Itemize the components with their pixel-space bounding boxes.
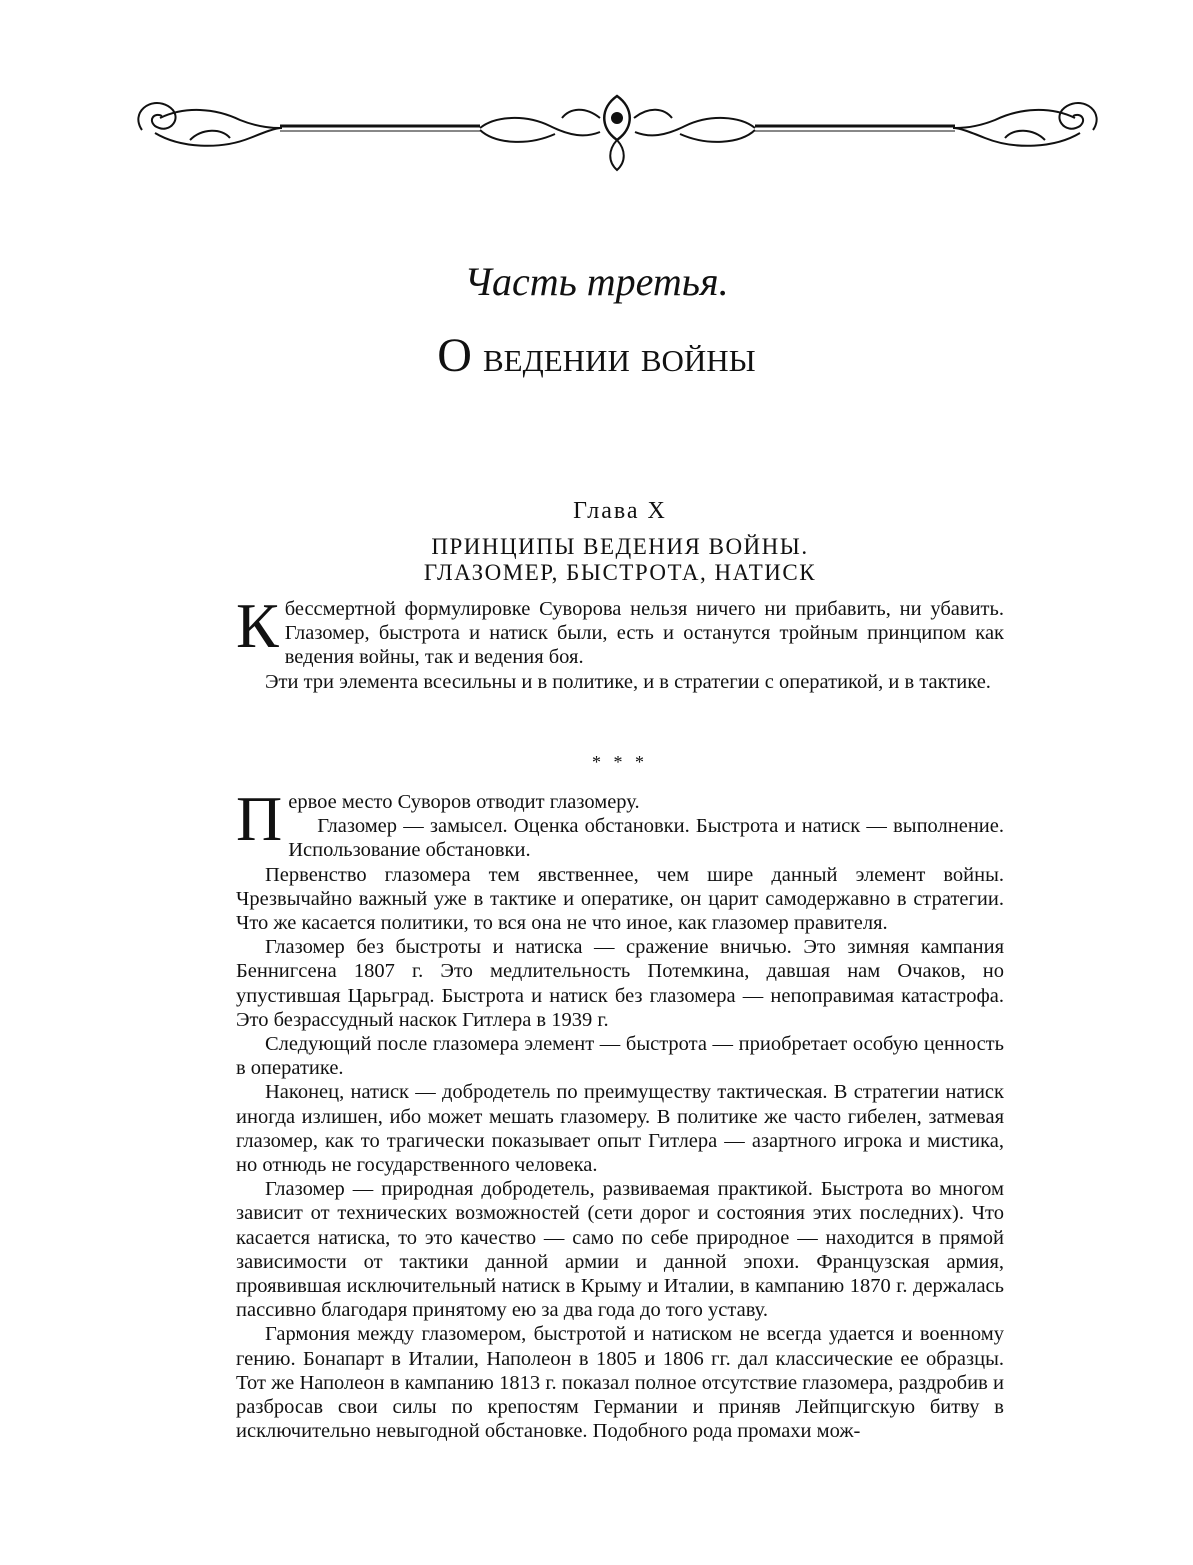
paragraph: Глазомер без быстроты и натиска — сражение вничью. Это зимняя кампания Беннигсена 1807 г. Это медлительность Потемкина, давшая нам Очаков, но упустившая Царьград. Быстрота и натиск без глазомера — непоправимая катастрофа. Это безрассудный наскок Гитлера в 1939 г. bbox=[236, 936, 1004, 1031]
paragraph-text: бессмертной формулировке Суворова нельзя ничего ни прибавить, ни убавить. Глазомер, быстрота и натиск были, есть и останутся тройным принципом как ведения войны, так и ведения боя. bbox=[284, 598, 1004, 669]
paragraph bbox=[236, 783, 1004, 863]
paragraph bbox=[236, 590, 1004, 670]
chapter-title-line2: ГЛАЗОМЕР, БЫСТРОТА, НАТИСК bbox=[423, 560, 817, 585]
section-one bbox=[236, 590, 1004, 694]
section-separator: * * * bbox=[592, 752, 648, 772]
paragraph-text: Глазомер — замысел. Оценка обстановки. Быстрота и натиск — выполнение. Использование обстановки. bbox=[288, 815, 1004, 862]
paragraph: Следующий после глазомера элемент — быстрота — приобретает особую ценность в оператике. bbox=[236, 1033, 1004, 1080]
chapter-number: Глава X bbox=[573, 498, 667, 524]
decorative-header-ornament bbox=[130, 88, 1105, 178]
drop-cap: П bbox=[236, 783, 283, 854]
paragraph: Эти три элемента всесильны и в политике, и в стратегии с оператикой, и в тактике. bbox=[265, 670, 991, 693]
part-title-rest: ведении войны bbox=[471, 332, 756, 381]
part-heading: Часть третья. bbox=[464, 259, 729, 304]
part-title-initial: О bbox=[437, 329, 472, 382]
section-two bbox=[236, 783, 1004, 1443]
drop-cap: К bbox=[236, 590, 279, 661]
paragraph: Глазомер — природная добродетель, развиваемая практикой. Быстрота во многом зависит от технических возможностей (сети дорог и состояния этих последних). Что касается натиска, то это качество — само по себе природное — находится в прямой зависимости от тактики данной армии и данной эпохи. Французская армия, проявившая исключительный натиск в Крыму и Италии, в кампанию 1870 г. держалась пассивно благодаря принятому ею за два года до того уставу. bbox=[236, 1178, 1004, 1322]
paragraph: Наконец, натиск — добродетель по преимуществу тактическая. В стратегии натиск иногда излишен, ибо может мешать глазомеру. В политике же часто гибелен, затмевая глазомер, как то трагически показывает опыт Гитлера — азартного игрока и мистика, но отнюдь не государственного человека. bbox=[236, 1081, 1004, 1177]
paragraph: Гармония между глазомером, быстротой и натиском не всегда удается и военному гению. Бонапарт в Италии, Наполеон в 1805 и 1806 гг. дал классические ее образцы. Тот же Наполеон в кампанию 1813 г. показал полное отсутствие глазомера, раздробив и разбросав свои силы по крепостям Германии и приняв Лейпцигскую битву в исключительно невыгодной обстановке. Подобного рода промахи мож- bbox=[236, 1323, 1004, 1443]
part-title bbox=[0, 328, 1193, 383]
paragraph: Первенство глазомера тем явственнее, чем шире данный элемент войны. Чрезвычайно важный уже в тактике и оператике, он царит самодержавно в стратегии. Что же касается политики, то вся она не что иное, как глазомер правителя. bbox=[236, 863, 1004, 935]
chapter-title-line1: ПРИНЦИПЫ ВЕДЕНИЯ ВОЙНЫ. bbox=[431, 534, 809, 559]
paragraph-text: ервое место Суворов отводит глазомеру. bbox=[288, 791, 640, 813]
